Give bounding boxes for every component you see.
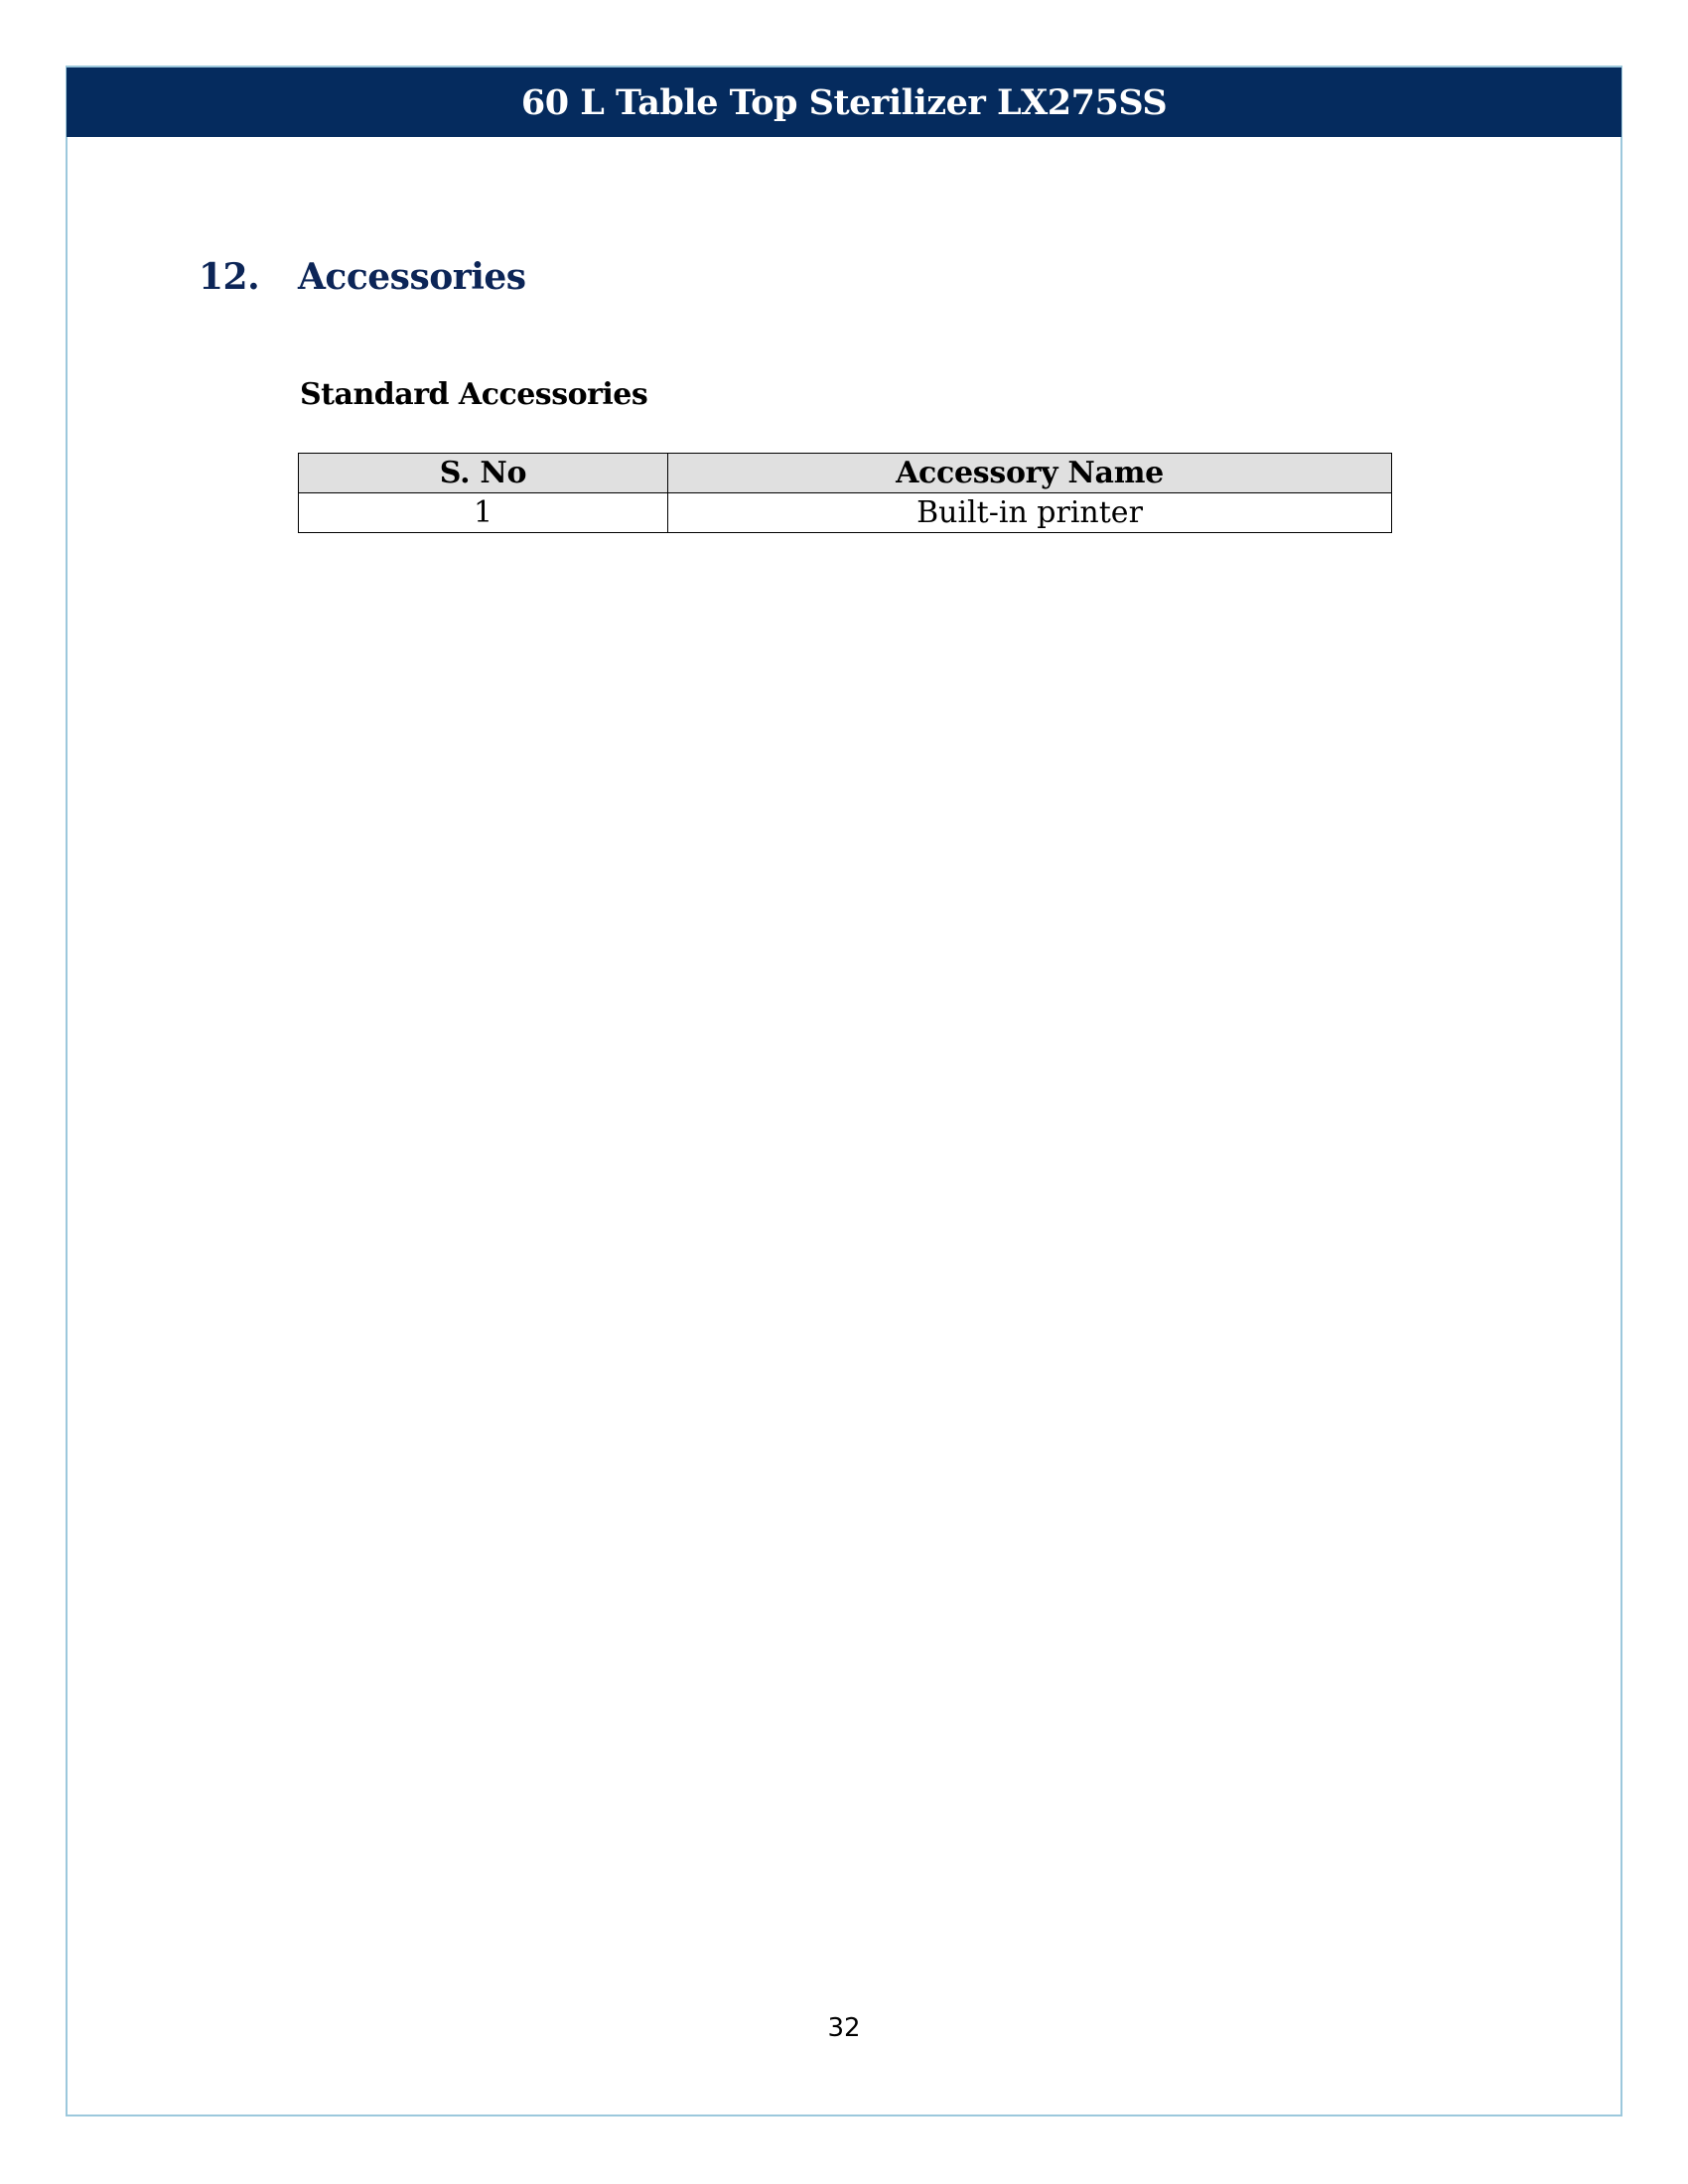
column-header-sno: S. No xyxy=(299,454,668,493)
accessories-table xyxy=(298,453,1392,533)
table-header-row xyxy=(299,454,1392,493)
document-title: 60 L Table Top Sterilizer LX275SS xyxy=(520,81,1168,123)
standard-accessories-heading: Standard Accessories xyxy=(300,377,648,412)
column-header-accessory-name: Accessory Name xyxy=(668,454,1392,493)
page-number: 32 xyxy=(827,2013,861,2043)
page-frame xyxy=(66,66,1622,2116)
table-row xyxy=(299,493,1392,533)
document-header xyxy=(67,68,1621,137)
table-cell-sno: 1 xyxy=(299,493,668,533)
section-title: Accessories xyxy=(298,256,526,298)
section-heading xyxy=(199,256,526,298)
table-cell-accessory-name: Built-in printer xyxy=(668,493,1392,533)
section-number: 12. xyxy=(199,256,260,298)
